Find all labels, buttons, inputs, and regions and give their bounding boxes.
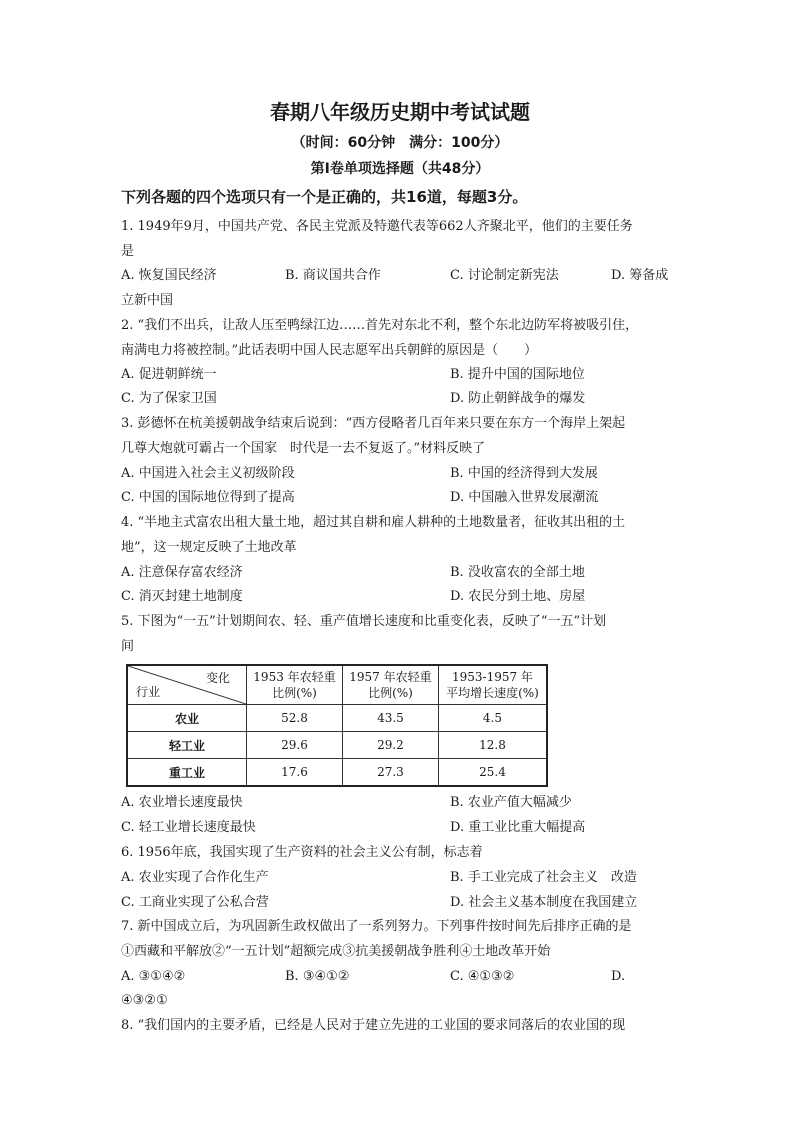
- cell-growth: 4.5: [438, 705, 547, 732]
- row-industry: 重工业: [127, 759, 247, 787]
- col-header-growth: 1953-1957 年 平均增长速度(%): [438, 665, 547, 705]
- cell-1953: 52.8: [247, 705, 343, 732]
- q1-option-d: D. 筹备成: [611, 268, 669, 283]
- q2-option-c: C. 为了保家卫国: [121, 391, 217, 406]
- cell-1953: 17.6: [247, 759, 343, 787]
- q4-option-b: B. 没收富农的全部土地: [450, 565, 585, 580]
- q5-stem-line1: 5. 下图为“一五”计划期间农、轻、重产值增长速度和比重变化表，反映了“一五”计划: [121, 614, 607, 629]
- q4-option-c: C. 消灭封建土地制度: [121, 589, 243, 604]
- cell-1957: 27.3: [342, 759, 438, 787]
- q6-stem-line1: 6. 1956年底，我国实现了生产资料的社会主义公有制，标志着: [121, 845, 483, 860]
- q7-option-a: A. ③①④②: [121, 969, 186, 984]
- q8-stem-line1: 8. “我们国内的主要矛盾，已经是人民对于建立先进的工业国的要求同落后的农业国的现: [121, 1018, 626, 1033]
- q6-option-c: C. 工商业实现了公私合营: [121, 895, 269, 910]
- col-header-1957: 1957 年农轻重 比例(%): [342, 665, 438, 705]
- q7-option-c: C. ④①③②: [450, 969, 515, 984]
- table-header-row: [127, 665, 547, 705]
- col-header-1953: 1953 年农轻重 比例(%): [247, 665, 343, 705]
- q2-stem-line2: 南满电力将被控制。”此话表明中国人民志愿军出兵朝鲜的原因是（ ）: [121, 343, 538, 358]
- q1-stem-line2: 是: [121, 244, 135, 259]
- q1-option-c: C. 讨论制定新宪法: [450, 268, 559, 283]
- instructions: 下列各题的四个选项只有一个是正确的，共16道，每题3分。: [121, 188, 528, 206]
- q2-stem-line1: 2. “我们不出兵，让敌人压至鸭绿江边……首先对东北不利，整个东北边防军将被吸引住，: [121, 318, 639, 333]
- q2-option-d: D. 防止朝鲜战争的爆发: [450, 391, 586, 406]
- q4-option-d: D. 农民分到土地、房屋: [450, 589, 586, 604]
- q3-option-c: C. 中国的国际地位得到了提高: [121, 490, 295, 505]
- row-industry: 轻工业: [127, 732, 247, 759]
- q5-stem-line2: 间: [121, 639, 135, 654]
- cell-growth: 25.4: [438, 759, 547, 787]
- corner-label-change: 变化: [205, 671, 230, 685]
- q7-option-b: B. ③④①②: [285, 969, 350, 984]
- table-corner-cell: [127, 665, 247, 705]
- q3-option-b: B. 中国的经济得到大发展: [450, 466, 598, 481]
- q7-option-d-cont: ④③②①: [121, 993, 168, 1008]
- cell-1957: 43.5: [342, 705, 438, 732]
- q2-option-a: A. 促进朝鲜统一: [121, 367, 217, 382]
- q2-option-b: B. 提升中国的国际地位: [450, 367, 585, 382]
- q5-option-c: C. 轻工业增长速度最快: [121, 820, 256, 835]
- q1-option-b: B. 商议国共合作: [285, 268, 381, 283]
- cell-1957: 29.2: [342, 732, 438, 759]
- exam-time-info: （时间：60分钟 满分：100分）: [291, 135, 509, 151]
- cell-1953: 29.6: [247, 732, 343, 759]
- q5-option-d: D. 重工业比重大幅提高: [450, 820, 586, 835]
- section-heading: 第Ⅰ卷单项选择题（共48分）: [310, 161, 490, 177]
- table-row: [127, 759, 547, 787]
- q1-option-a: A. 恢复国民经济: [121, 268, 217, 283]
- q3-option-d: D. 中国融入世界发展潮流: [450, 490, 599, 505]
- page-title: 春期八年级历史期中考试试题: [270, 100, 530, 124]
- q1-option-d-cont: 立新中国: [121, 293, 174, 308]
- table-row: [127, 705, 547, 732]
- table-row: [127, 732, 547, 759]
- q3-option-a: A. 中国进入社会主义初级阶段: [121, 466, 295, 481]
- q7-stem-line2: ①西藏和平解放②“一五计划”超额完成③抗美援朝战争胜利④土地改革开始: [121, 944, 551, 959]
- q6-option-d: D. 社会主义基本制度在我国建立: [450, 895, 638, 910]
- cell-growth: 12.8: [438, 732, 547, 759]
- q5-option-a: A. 农业增长速度最快: [121, 795, 243, 810]
- q4-stem-line2: 地”，这一规定反映了土地改革: [121, 540, 297, 555]
- q1-stem-line1: 1. 1949年9月，中国共产党、各民主党派及特邀代表等662人齐聚北平，他们的主要任务: [121, 219, 633, 234]
- q4-stem-line1: 4. “半地主式富农出租大量土地，超过其自耕和雇人耕种的土地数量者，征收其出租的土: [121, 515, 626, 530]
- q3-stem-line1: 3. 彭德怀在杭美援朝战争结束后说到：“西方侵略者几百年来只要在东方一个海岸上架起: [121, 416, 626, 431]
- q5-option-b: B. 农业产值大幅减少: [450, 795, 572, 810]
- q6-option-a: A. 农业实现了合作化生产: [121, 870, 269, 885]
- q7-stem-line1: 7. 新中国成立后，为巩固新生政权做出了一系列努力。下列事件按时间先后排序正确的是: [121, 919, 632, 934]
- row-industry: 农业: [127, 705, 247, 732]
- q3-stem-line2: 几尊大炮就可霸占一个国家 时代是一去不复返了。”材料反映了: [121, 441, 486, 456]
- q7-option-d: D.: [611, 969, 626, 984]
- production-table: [126, 664, 548, 787]
- q4-option-a: A. 注意保存富农经济: [121, 565, 243, 580]
- q6-option-b: B. 手工业完成了社会主义 改造: [450, 870, 637, 885]
- corner-label-industry: 行业: [136, 684, 161, 699]
